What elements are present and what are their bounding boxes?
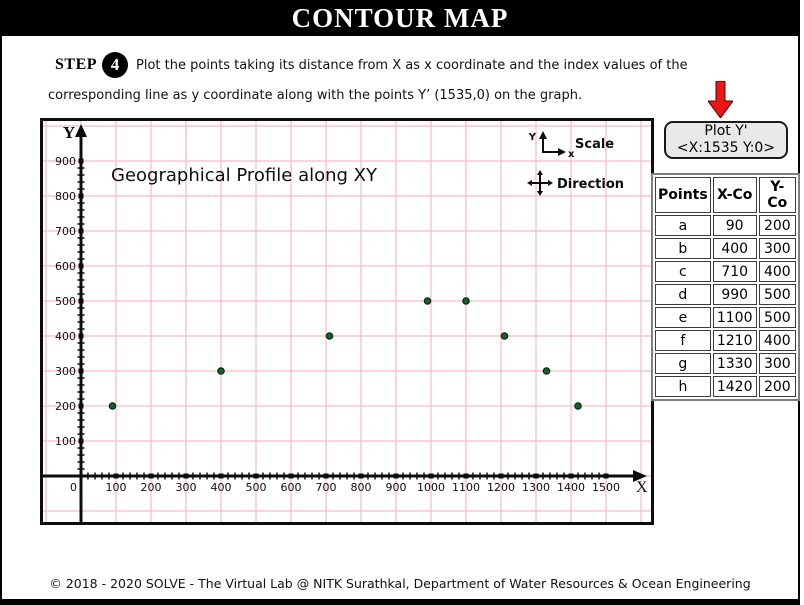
x-tick-label: 400	[210, 481, 232, 494]
plot-y-button-coords: <X:1535 Y:0>	[676, 140, 776, 156]
x-tick-label: 1400	[557, 481, 585, 494]
data-points	[109, 298, 581, 409]
data-point-g	[543, 368, 549, 374]
table-row	[655, 307, 796, 328]
data-point-e	[463, 298, 469, 304]
chart-title: Geographical Profile along XY	[111, 165, 377, 186]
table-cell: b	[655, 238, 711, 259]
plot-y-button-label: Plot Y'	[704, 122, 748, 139]
x-tick-label: 600	[280, 481, 302, 494]
plot-y-button[interactable]	[664, 121, 788, 159]
table-cell: 400	[713, 238, 757, 259]
data-point-h	[575, 403, 581, 409]
table-cell: 1330	[713, 353, 757, 374]
table-header-points: Points	[655, 177, 711, 213]
step-number-badge: 4	[102, 52, 128, 78]
x-tick-label: 500	[245, 481, 267, 494]
x-axis-label: X	[636, 479, 648, 496]
data-point-c	[326, 333, 332, 339]
x-tick-label: 800	[350, 481, 372, 494]
footer-credit: © 2018 - 2020 SOLVE - The Virtual Lab @ NITK Surathkal, Department of Water Resources & Ocean Engineering	[49, 576, 751, 591]
x-tick-label: 900	[385, 481, 407, 494]
table-cell: 500	[759, 307, 796, 328]
step-text-line2: corresponding line as y coordinate along with the points Y’ (1535,0) on the graph.	[48, 88, 583, 103]
table-header-xco: X-Co	[713, 177, 757, 213]
x-tick-label: 300	[175, 481, 197, 494]
table-row	[655, 215, 796, 236]
table-cell: 990	[713, 284, 757, 305]
table-row	[655, 261, 796, 282]
table-cell: 200	[759, 376, 796, 397]
y-tick-label: 700	[55, 225, 76, 238]
direction-cross-icon	[527, 170, 553, 196]
table-cell: 1420	[713, 376, 757, 397]
table-cell: 1210	[713, 330, 757, 351]
y-tick-label: 100	[55, 435, 76, 448]
scale-label: Scale	[575, 137, 615, 152]
x-tick-label: 100	[105, 481, 127, 494]
table-header-row	[655, 177, 796, 213]
x-tick-label: 1100	[452, 481, 480, 494]
table-cell: 1100	[713, 307, 757, 328]
table-header-yco: Y-Co	[759, 177, 796, 213]
x-tick-label: 700	[315, 481, 337, 494]
x-tick-label: 1300	[522, 481, 550, 494]
profile-chart	[43, 121, 651, 522]
table-cell: 400	[759, 330, 796, 351]
x-tick-label: 1500	[592, 481, 620, 494]
table-cell: e	[655, 307, 711, 328]
table-cell: a	[655, 215, 711, 236]
table-row	[655, 330, 796, 351]
x-tick-label: 200	[140, 481, 162, 494]
table-cell: d	[655, 284, 711, 305]
y-tick-label: 200	[55, 400, 76, 413]
table-cell: 710	[713, 261, 757, 282]
profile-graph	[40, 118, 654, 525]
points-table	[651, 173, 800, 401]
app-title: CONTOUR MAP	[291, 3, 509, 33]
x-tick-label: 1200	[487, 481, 515, 494]
table-cell: c	[655, 261, 711, 282]
minor-ticks	[78, 167, 600, 479]
table-cell: 300	[759, 238, 796, 259]
table-cell: 400	[759, 261, 796, 282]
direction-legend	[527, 170, 624, 196]
table-row	[655, 353, 796, 374]
y-tick-label: 300	[55, 365, 76, 378]
data-point-f	[501, 333, 507, 339]
axis-ticks	[55, 155, 620, 494]
table-cell: 300	[759, 353, 796, 374]
y-axis-label: Y	[62, 123, 76, 142]
table-cell: 200	[759, 215, 796, 236]
table-cell: 500	[759, 284, 796, 305]
data-point-b	[218, 368, 224, 374]
direction-label: Direction	[557, 177, 625, 192]
step-label: STEP	[55, 56, 98, 73]
table-cell: h	[655, 376, 711, 397]
scale-icon-y-label: Y	[528, 132, 536, 143]
y-tick-label: 400	[55, 330, 76, 343]
table-row	[655, 238, 796, 259]
data-point-d	[424, 298, 430, 304]
x-tick-label: 0	[70, 481, 77, 494]
y-tick-label: 900	[55, 155, 76, 168]
table-row	[655, 376, 796, 397]
scale-axes-icon	[528, 131, 575, 160]
y-tick-label: 500	[55, 295, 76, 308]
step-instruction-line1	[55, 52, 688, 78]
y-tick-label: 800	[55, 190, 76, 203]
attention-arrow-icon	[708, 81, 733, 118]
table-row	[655, 284, 796, 305]
table-cell: g	[655, 353, 711, 374]
table-cell: f	[655, 330, 711, 351]
data-point-a	[109, 403, 115, 409]
bottom-strip	[0, 599, 800, 605]
table-cell: 90	[713, 215, 757, 236]
step-text-line1: Plot the points taking its distance from X as x coordinate and the index values of the	[136, 57, 688, 73]
app-header	[0, 0, 800, 36]
x-tick-label: 1000	[417, 481, 445, 494]
scale-icon-x-label: x	[568, 149, 575, 160]
y-tick-label: 600	[55, 260, 76, 273]
